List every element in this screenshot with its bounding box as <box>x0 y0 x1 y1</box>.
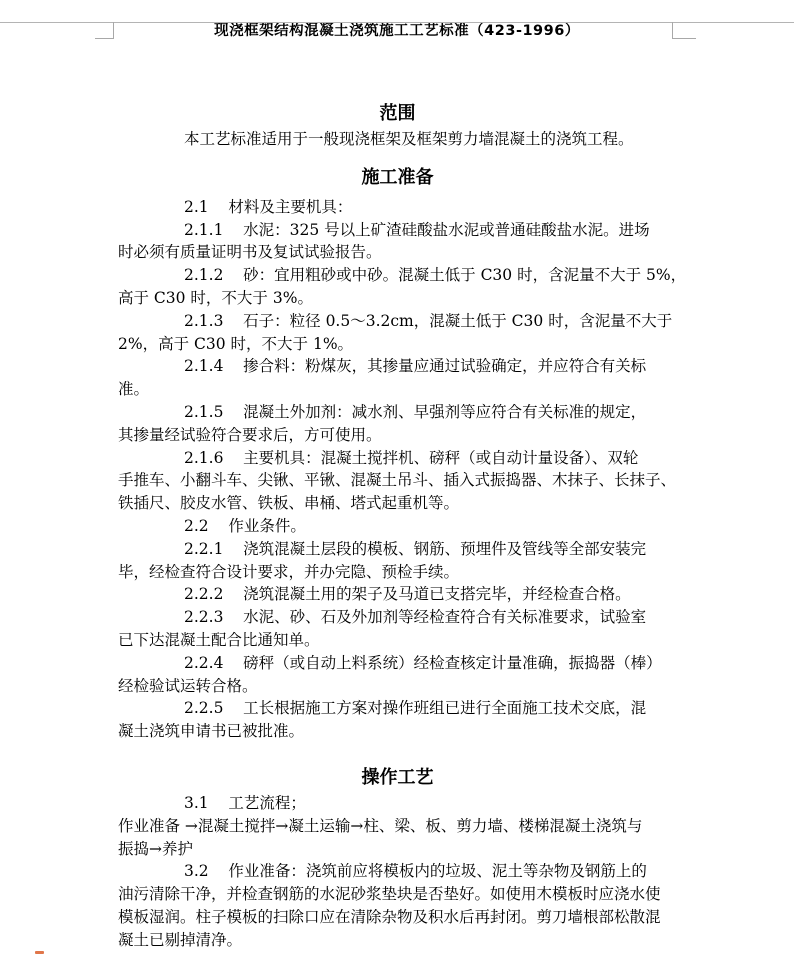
text-line: 凝土浇筑申请书已被批准。 <box>118 722 305 741</box>
text-line: 振捣→养护 <box>118 839 193 858</box>
text-line: 3.2 作业准备：浇筑前应将模板内的垃圾、泥土等杂物及钢筋上的 <box>184 862 647 881</box>
page-top-edge-line <box>0 22 794 23</box>
text-line: 3.1 工艺流程； <box>184 793 306 812</box>
paragraph <box>118 196 677 219</box>
text-line: 其掺量经试验符合要求后，方可使用。 <box>118 425 382 444</box>
text-line: 毕，经检查符合设计要求，并办完隐、预检手续。 <box>118 562 460 581</box>
text-line: 2.1.4 掺合料：粉煤灰，其掺量应通过试验确定，并应符合有关标 <box>184 357 647 376</box>
text-boundary-mark-right-vertical <box>672 22 673 39</box>
paragraph <box>118 355 677 401</box>
paragraph <box>118 515 677 538</box>
text-line: 时必须有质量证明书及复试试验报告。 <box>118 243 382 262</box>
text-line: 油污清除干净，并检查钢筋的水泥砂浆垫块是否垫好。如使用木模板时应浇水使 <box>118 885 661 904</box>
text-line: 2.1.2 砂：宜用粗砂或中砂。混凝土低于 C30 时，含泥量不大于 5%， <box>184 266 687 285</box>
text-line: 模板湿润。柱子模板的扫除口应在清除杂物及积水后再封闭。剪刀墙根部松散混 <box>118 907 661 926</box>
section-heading: 施工准备 <box>361 166 434 188</box>
text-line: 2.2.3 水泥、砂、石及外加剂等经检查符合有关标准要求，试验室 <box>184 608 647 627</box>
paragraph <box>118 310 677 356</box>
section-heading: 操作工艺 <box>361 766 434 788</box>
paragraph <box>118 264 687 310</box>
paragraph <box>118 652 677 698</box>
text-line: 2.2.2 浇筑混凝土用的架子及马道已支搭完毕，并经检查合格。 <box>184 585 631 604</box>
document-title: 现浇框架结构混凝土浇筑施工工艺标准（423-1996） <box>214 23 580 39</box>
paragraph <box>118 583 677 606</box>
paragraph <box>118 447 677 515</box>
text-line: 手推车、小翻斗车、尖锹、平锹、混凝土吊斗、插入式振捣器、木抹子、长抹子、 <box>118 471 677 490</box>
section <box>118 104 677 151</box>
text-line: 铁插尺、胶皮水管、铁板、串桶、塔式起重机等。 <box>118 494 460 513</box>
text-line: 2.1.1 水泥：325 号以上矿渣硅酸盐水泥或普通硅酸盐水泥。进场 <box>184 220 650 239</box>
text-boundary-mark-left-horizontal <box>95 38 114 39</box>
paragraph <box>118 219 677 265</box>
text-line: 作业准备 →混凝土搅拌→凝土运输→柱、梁、板、剪力墙、楼梯混凝土浇筑与 <box>118 816 643 835</box>
text-line: 2.1 材料及主要机具： <box>184 197 353 216</box>
section <box>118 166 687 743</box>
text-line: 经检验试运转合格。 <box>118 676 258 695</box>
text-boundary-mark-right-horizontal <box>672 38 696 39</box>
section <box>118 768 677 952</box>
text-line: 2.1.3 石子：粒径 0.5～3.2cm，混凝土低于 C30 时，含泥量不大于 <box>184 311 673 330</box>
paragraph <box>118 401 677 447</box>
paragraph <box>118 792 677 815</box>
paragraph <box>118 697 677 743</box>
text-line: 2%，高于 C30 时，不大于 1%。 <box>118 334 354 353</box>
text-line: 高于 C30 时，不大于 3%。 <box>118 288 313 307</box>
text-line: 2.2.4 磅秤（或自动上料系统）经检查核定计量准确，振捣器（棒） <box>184 653 662 672</box>
section-heading: 范围 <box>379 103 416 124</box>
text-line: 2.1.6 主要机具：混凝土搅拌机、磅秤（或自动计量设备）、双轮 <box>184 448 639 467</box>
document-page <box>0 22 794 961</box>
text-line: 已下达混凝土配合比通知单。 <box>118 630 320 649</box>
paragraph <box>118 538 677 584</box>
paragraph <box>118 128 677 151</box>
text-line: 2.2.5 工长根据施工方案对操作班组已进行全面施工技术交底，混 <box>184 699 647 718</box>
text-line: 2.2.1 浇筑混凝土层段的模板、钢筋、预埋件及管线等全部安装完 <box>184 539 647 558</box>
text-line: 准。 <box>118 380 150 399</box>
text-boundary-mark-left-vertical <box>113 22 114 39</box>
text-line: 2.1.5 混凝土外加剂：减水剂、早强剂等应符合有关标准的规定， <box>184 402 647 421</box>
page-artifact-mark <box>35 951 44 954</box>
paragraph <box>118 815 677 861</box>
text-line: 2.2 作业条件。 <box>184 516 306 535</box>
text-line: 本工艺标准适用于一般现浇框架及框架剪力墙混凝土的浇筑工程。 <box>184 130 634 148</box>
paragraph <box>118 606 677 652</box>
text-line: 凝土已剔掉清净。 <box>118 930 243 949</box>
document-body <box>118 103 687 952</box>
paragraph <box>118 860 677 951</box>
